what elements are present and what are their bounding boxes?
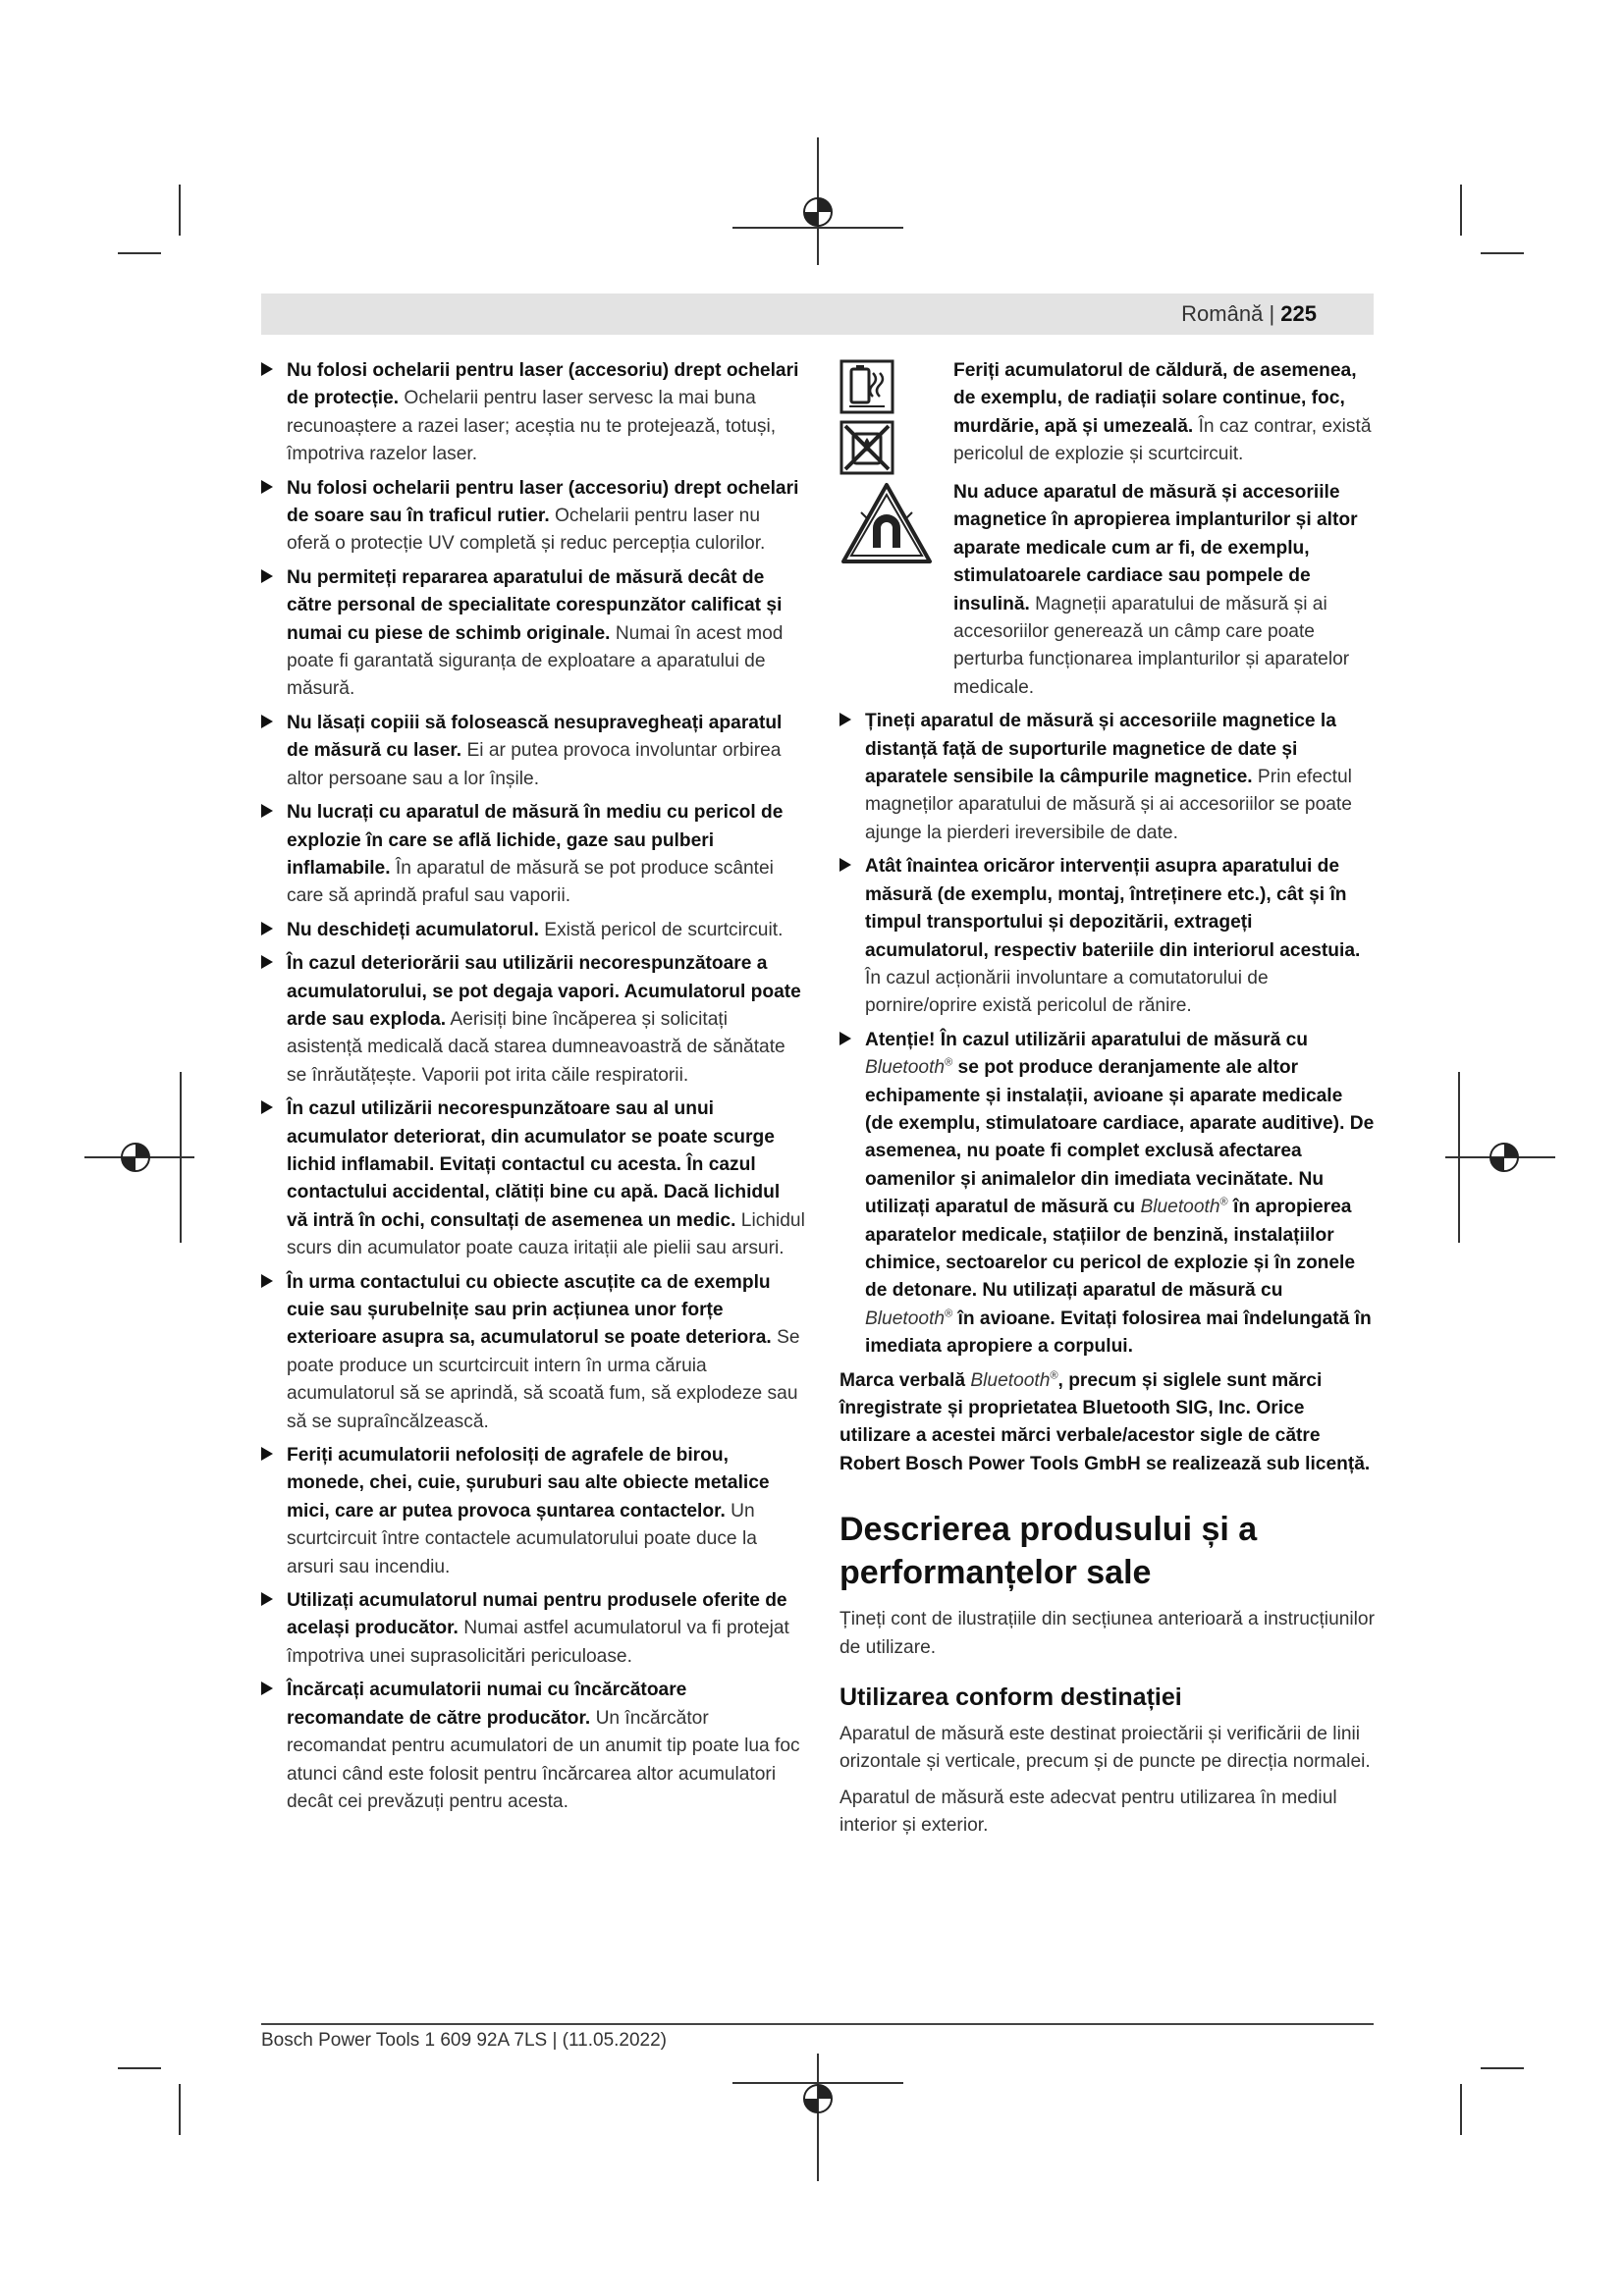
safety-item <box>261 1442 805 1581</box>
bluetooth-word: Bluetooth <box>970 1369 1051 1391</box>
safety-item <box>261 475 805 559</box>
section-title: Descrierea produsului și a performanțelor sale <box>839 1511 1258 1592</box>
item-text: În cazul acționării involuntare a comutatorului de pornire/oprire există pericolul de rănire. <box>865 967 1269 1017</box>
item-bold: Încărcați acumulatorii numai cu încărcătoare recomandate de către producător. <box>287 1680 687 1729</box>
safety-item <box>261 1269 805 1436</box>
item-text: Se poate produce un scurtcircuit intern în urma căruia acumulatorul să se aprindă, să scoată fum, să explodeze sau să se supraîncălzească. <box>287 1327 800 1432</box>
registered-mark: ® <box>1050 1369 1058 1382</box>
bullet-triangle-icon <box>261 804 273 818</box>
item-bold: în apropierea aparatelor medicale, stațiilor de benzină, instalațiilor chimice, sectoarelor cu pericol de explozie și în zonele de detonare. Nu utilizați aparatul de măsură cu <box>865 1197 1356 1302</box>
magnet-implant-warning <box>839 479 1375 702</box>
item-bold: În cazul utilizării necorespunzătoare sau al unui acumulator deteriorat, din acumulator se poate scurge lichid inflamabil. Evitați contactul cu acesta. În cazul contactului accidental, clătiți bine cu apă. Dacă lichidul vă intră în ochi, consultați de asemenea un medic. <box>287 1098 781 1231</box>
left-column <box>261 357 805 1822</box>
item-bold: Țineți aparatul de măsură și accesoriile magnetice la distanță față de suporturile magnetice de date și aparatele sensibile la câmpurile magnetice. <box>865 711 1336 788</box>
item-bold: în avioane. Evitați folosirea mai îndelungată în imediata apropiere a corpului. <box>865 1308 1372 1358</box>
trademark-text: , precum și siglele sunt mărci înregistrate și proprietatea Bluetooth SIG, Inc. Orice utilizare a acestei mărci verbale/acestor sigle de către Robert Bosch Power Tools GmbH se realizează sub licență. <box>839 1369 1371 1474</box>
item-bold: se pot produce deranjamente ale altor echipamente și instalații, avioane și aparate medicale (de exemplu, stimulatoare cardiace, aparate auditive). De asemenea, nu poate fi complet exclusă afectarea oamenilor și animalelor din imediata vecinătate. Nu utilizați aparatul de măsură cu <box>865 1057 1375 1218</box>
item-bold: Nu folosi ochelarii pentru laser (accesoriu) drept ochelari de soare sau în traficul rutier. <box>287 477 799 527</box>
crop-mark <box>1460 2084 1462 2135</box>
item-text: Un încărcător recomandat pentru acumulatori de un anumit tip poate lua foc atunci când este folosit pentru încărcarea altor acumulatori decât cei prevăzuți pentru acesta. <box>287 1707 800 1812</box>
item-text: Magneții aparatului de măsură și ai accesoriilor generează un câmp care poate perturba funcționarea implanturilor și aparatelor medicale. <box>953 593 1350 698</box>
safety-item <box>261 799 805 911</box>
heat-moisture-pictogram-icon <box>839 359 894 414</box>
crop-mark <box>1481 2067 1524 2069</box>
item-text: Ochelarii pentru laser servesc la mai buna recunoaștere a razei laser; aceștia nu te protejează, totuși, împotriva razelor laser. <box>287 388 777 465</box>
item-text: Ochelarii pentru laser nu oferă o protecție UV completă și reduc percepția culorilor. <box>287 506 766 555</box>
page-number: 225 <box>1280 301 1317 326</box>
subsection-title: Utilizarea conform destinației <box>839 1683 1182 1712</box>
registration-mark-icon <box>1445 1072 1555 1243</box>
item-bold: Utilizați acumulatorul numai pentru produsele oferite de același producător. <box>287 1590 787 1639</box>
safety-item <box>261 1587 805 1671</box>
trademark-text: Marca verbală <box>839 1369 965 1391</box>
safety-item <box>261 710 805 793</box>
bullet-triangle-icon <box>261 922 273 935</box>
footer-divider <box>261 2023 1374 2025</box>
magnet-warning-icon <box>839 481 934 565</box>
safety-item <box>261 950 805 1090</box>
item-bold: Feriți acumulatorul de căldură, de asemenea, de exemplu, de radiații solare continue, foc, murdărie, apă și umezeală. <box>953 360 1357 437</box>
safety-item <box>261 564 805 704</box>
item-text: Prin efectul magneților aparatului de măsură și ai accesoriilor se poate ajunge la pierderi ireversibile de date. <box>865 767 1352 843</box>
item-bold: Nu folosi ochelarii pentru laser (accesoriu) drept ochelari de protecție. <box>287 360 799 409</box>
safety-item <box>839 853 1375 1020</box>
item-bold: Nu permiteți repararea aparatului de măsură decât de către personal de specialitate corespunzător calificat și numai cu piese de schimb originale. <box>287 566 783 644</box>
bullet-triangle-icon <box>261 1592 273 1606</box>
item-bold: Nu aduce aparatul de măsură și accesoriile magnetice în apropierea implanturilor și altor aparate medicale cum ar fi, de exemplu, stimulatoarele cardiace sau pompele de insulină. <box>953 482 1358 614</box>
item-text: În caz contrar, există pericolul de explozie și scurtcircuit. <box>953 415 1372 465</box>
bullet-triangle-icon <box>839 858 851 872</box>
item-text: Există pericol de scurtcircuit. <box>538 919 784 940</box>
bullet-triangle-icon <box>261 1682 273 1695</box>
bullet-triangle-icon <box>261 569 273 583</box>
trademark-notice <box>839 1367 1375 1479</box>
item-bold: Atenție! În cazul utilizării aparatului de măsură cu <box>865 1029 1309 1050</box>
bullet-triangle-icon <box>261 1100 273 1114</box>
item-text: Lichidul scurs din acumulator poate cauza iritații ale pielii sau arsuri. <box>287 1209 805 1259</box>
crop-mark <box>118 2067 161 2069</box>
section-intro: Țineți cont de ilustrațiile din secțiunea anterioară a instrucțiunilor de utilizare. <box>839 1609 1375 1658</box>
safety-item <box>261 1677 805 1816</box>
bullet-triangle-icon <box>261 362 273 376</box>
footer-text: Bosch Power Tools 1 609 92A 7LS | (11.05.2022) <box>261 2030 668 2051</box>
bullet-triangle-icon <box>261 1447 273 1461</box>
safety-item <box>261 917 805 944</box>
item-text: Ei ar putea provoca involuntar orbirea altor persoane sau a lor înșile. <box>287 740 782 789</box>
bullet-triangle-icon <box>261 715 273 728</box>
item-text: Un scurtcircuit între contactele acumulatorului poate duce la arsuri sau incendiu. <box>287 1500 757 1577</box>
item-text: Numai astfel acumulatorul va fi protejat împotriva unei suprasolicitări periculoase. <box>287 1618 789 1667</box>
right-column <box>839 357 1375 1848</box>
battery-heat-warning <box>839 357 1375 473</box>
item-text: Aerisiți bine încăperea și solicitați asistență medicală dacă starea dumneavoastră de sănătate se înrăutățește. Vaporii pot irita căile respiratorii. <box>287 1008 785 1086</box>
registration-mark-icon <box>732 2054 903 2181</box>
bluetooth-word: Bluetooth <box>865 1057 946 1079</box>
no-water-pictogram-icon <box>839 420 894 475</box>
page-header <box>261 294 1374 335</box>
pictogram-group <box>839 359 894 475</box>
crop-mark <box>179 2084 181 2135</box>
item-text: În aparatul de măsură se pot produce scântei care să aprindă praful sau vaporii. <box>287 857 774 907</box>
bluetooth-warning-item <box>839 1027 1375 1362</box>
bullet-triangle-icon <box>839 713 851 726</box>
registered-mark: ® <box>945 1056 953 1069</box>
intended-use-paragraph: Aparatul de măsură este destinat proiectării și verificării de linii orizontale și verticale, precum și de puncte pe direcția normalei. <box>839 1724 1371 1773</box>
bullet-triangle-icon <box>839 1032 851 1045</box>
header-separator: | <box>1269 301 1275 326</box>
intended-use-paragraph: Aparatul de măsură este adecvat pentru utilizarea în mediul interior și exterior. <box>839 1787 1337 1837</box>
crop-mark <box>179 185 181 236</box>
header-language: Română <box>1181 301 1264 326</box>
safety-item <box>261 357 805 469</box>
bluetooth-word: Bluetooth <box>865 1308 946 1329</box>
crop-mark <box>1460 185 1462 236</box>
item-bold: Feriți acumulatorii nefolosiți de agrafele de birou, monede, chei, cuie, șuruburi sau alte obiecte metalice mici, care ar putea provoca șuntarea contactelor. <box>287 1445 770 1522</box>
pictogram-group <box>839 481 934 565</box>
item-bold: Nu lăsați copiii să folosească nesupravegheați aparatul de măsură cu laser. <box>287 712 783 762</box>
item-bold: Nu deschideți acumulatorul. <box>287 919 539 940</box>
registration-mark-icon <box>84 1072 194 1243</box>
item-bold: Nu lucrați cu aparatul de măsură în mediu cu pericol de explozie în care se află lichide, gaze sau pulberi inflamabile. <box>287 802 784 879</box>
item-text: Numai în acest mod poate fi garantată siguranța de exploatare a aparatului de măsură. <box>287 622 784 700</box>
crop-mark <box>118 252 161 254</box>
bullet-triangle-icon <box>261 480 273 494</box>
header-text <box>1181 294 1317 335</box>
item-bold: În urma contactului cu obiecte ascuțite ca de exemplu cuie sau șurubelnițe sau prin acțiunea unor forțe exterioare asupra sa, acumulatorul se poate deteriora. <box>287 1271 772 1349</box>
safety-item <box>839 708 1375 847</box>
registered-mark: ® <box>945 1308 953 1320</box>
safety-item <box>261 1095 805 1262</box>
crop-mark <box>1481 252 1524 254</box>
bullet-triangle-icon <box>261 1274 273 1288</box>
item-bold: În cazul deteriorării sau utilizării necorespunzătoare a acumulatorului, se pot degaja vapori. Acumulatorul poate arde sau exploda. <box>287 953 801 1030</box>
registered-mark: ® <box>1219 1196 1228 1208</box>
item-bold: Atât înaintea oricăror intervenții asupra aparatului de măsură (de exemplu, montaj, întreținere etc.), cât și în timpul transportului și depozitării, extrageți acumulatorul, respectiv bateriile din interiorul acestuia. <box>865 856 1361 961</box>
bluetooth-word: Bluetooth <box>1140 1197 1220 1218</box>
registration-mark-icon <box>732 137 903 265</box>
bullet-triangle-icon <box>261 955 273 969</box>
